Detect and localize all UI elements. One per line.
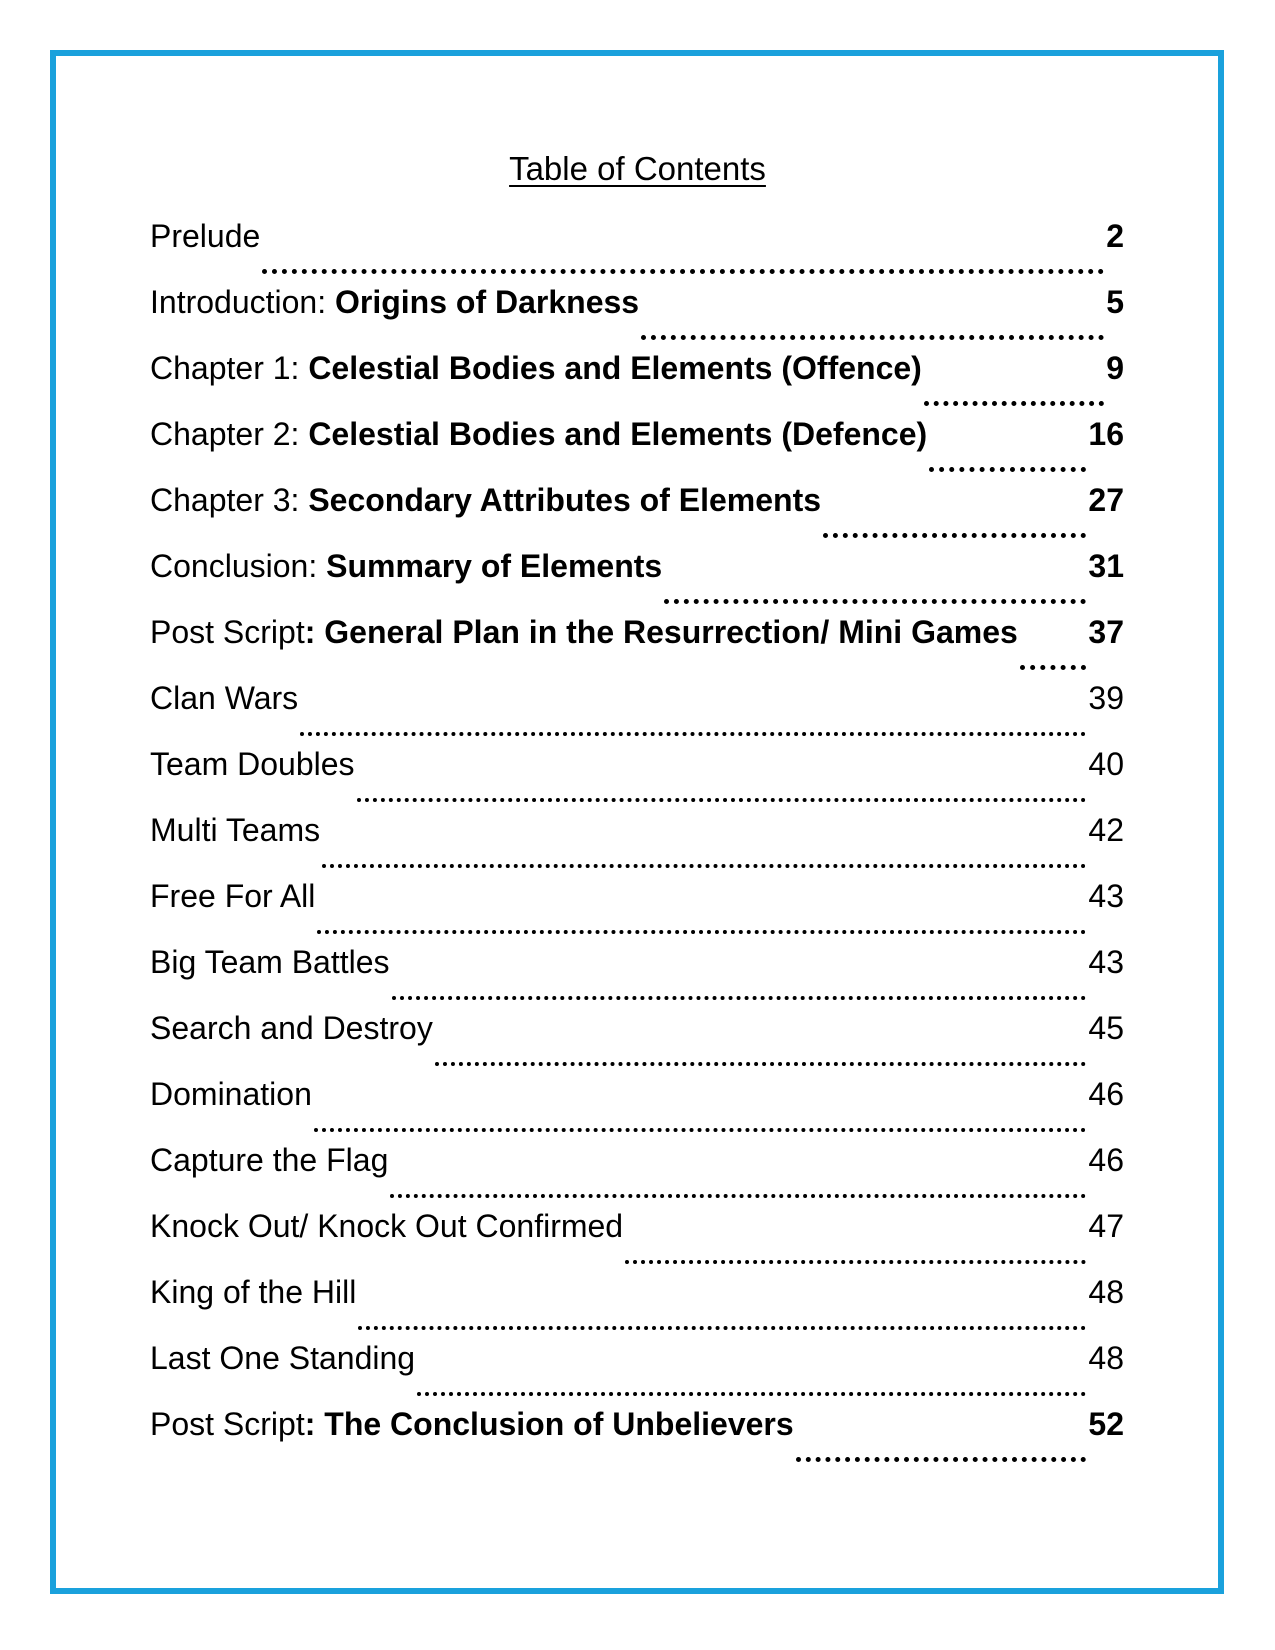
toc-entry-prefix: Post Script <box>150 1406 305 1442</box>
toc-entry[interactable] <box>150 1074 1124 1140</box>
toc-entry-page: 40 <box>1088 746 1124 782</box>
toc-entry-prefix: Clan Wars <box>150 680 299 716</box>
toc-entry-title: : The Conclusion of Unbelievers <box>304 1406 794 1442</box>
toc-entry[interactable] <box>150 1206 1124 1272</box>
toc-entry-page: 39 <box>1088 680 1124 716</box>
toc-entry[interactable] <box>150 1404 1124 1470</box>
toc-entry-title: : General Plan in the Resurrection/ Mini Games <box>304 614 1018 650</box>
toc-entry[interactable] <box>150 876 1124 942</box>
toc-entry-page: 2 <box>1106 218 1124 254</box>
toc-entry[interactable] <box>150 942 1124 1008</box>
dot-leader <box>796 1440 1087 1470</box>
toc-entry-label <box>150 216 260 256</box>
toc-title: Table of Contents <box>509 150 766 187</box>
toc-entry-label <box>150 744 355 784</box>
toc-entry-prefix: Big Team Battles <box>150 944 390 980</box>
toc-entry-page: 48 <box>1088 1340 1124 1376</box>
toc-entry[interactable] <box>150 1140 1124 1206</box>
toc-entry[interactable] <box>150 1338 1124 1404</box>
toc-entry-title: Summary of Elements <box>326 548 663 584</box>
toc-entry-prefix: Chapter 2: <box>150 416 309 452</box>
toc-entry-prefix: Post Script <box>150 614 305 650</box>
toc-entry[interactable] <box>150 810 1124 876</box>
toc-entry-label <box>150 810 320 850</box>
toc-entry-page: 31 <box>1088 548 1124 584</box>
toc-entry-title: Celestial Bodies and Elements (Offence) <box>308 350 922 386</box>
dot-leader <box>924 384 1104 414</box>
toc-entry-prefix: Search and Destroy <box>150 1010 433 1046</box>
dot-leader <box>664 582 1086 612</box>
toc-entry-prefix: Free For All <box>150 878 316 914</box>
toc-entry[interactable] <box>150 546 1124 612</box>
toc-list <box>150 216 1124 1470</box>
toc-entry-page: 45 <box>1088 1010 1124 1046</box>
dot-leader <box>358 1308 1086 1338</box>
toc-entry-page: 52 <box>1088 1406 1124 1442</box>
toc-entry-prefix: King of the Hill <box>150 1274 357 1310</box>
dot-leader <box>390 1176 1086 1206</box>
toc-entry-label <box>150 348 922 388</box>
toc-entry[interactable] <box>150 744 1124 810</box>
toc-entry-page: 9 <box>1106 350 1124 386</box>
toc-entry-label <box>150 612 1018 652</box>
dot-leader <box>300 714 1086 744</box>
dot-leader <box>625 1242 1086 1272</box>
toc-entry-title: Origins of Darkness <box>335 284 640 320</box>
toc-entry-label <box>150 1008 433 1048</box>
toc-entry-prefix: Introduction: <box>150 284 335 320</box>
toc-entry-label <box>150 480 821 520</box>
toc-entry-page: 42 <box>1088 812 1124 848</box>
toc-entry-page: 43 <box>1088 944 1124 980</box>
toc-entry-page: 16 <box>1088 416 1124 452</box>
toc-entry-page: 5 <box>1106 284 1124 320</box>
toc-entry-page: 46 <box>1088 1076 1124 1112</box>
toc-entry-label <box>150 1140 388 1180</box>
toc-entry-prefix: Conclusion: <box>150 548 327 584</box>
dot-leader <box>823 516 1086 546</box>
toc-entry-label <box>150 1206 623 1246</box>
toc-entry-page: 27 <box>1088 482 1124 518</box>
toc-entry-label <box>150 546 662 586</box>
dot-leader <box>435 1044 1087 1074</box>
toc-entry-prefix: Knock Out/ Knock Out Confirmed <box>150 1208 624 1244</box>
dot-leader <box>929 450 1086 480</box>
dot-leader <box>322 846 1086 876</box>
toc-entry-label <box>150 942 390 982</box>
toc-entry[interactable] <box>150 612 1124 678</box>
toc-entry-page: 47 <box>1088 1208 1124 1244</box>
toc-entry[interactable] <box>150 1272 1124 1338</box>
toc-entry-page: 48 <box>1088 1274 1124 1310</box>
toc-entry-label <box>150 1272 356 1312</box>
toc-entry[interactable] <box>150 282 1124 348</box>
toc-entry[interactable] <box>150 216 1124 282</box>
toc-entry-title: Celestial Bodies and Elements (Defence) <box>308 416 928 452</box>
toc-entry-label <box>150 414 927 454</box>
toc-entry-prefix: Team Doubles <box>150 746 355 782</box>
dot-leader <box>392 978 1087 1008</box>
toc-entry-prefix: Capture the Flag <box>150 1142 389 1178</box>
dot-leader <box>417 1374 1086 1404</box>
toc-entry-prefix: Multi Teams <box>150 812 321 848</box>
toc-entry-page: 37 <box>1088 614 1124 650</box>
toc-entry-prefix: Chapter 1: <box>150 350 309 386</box>
toc-entry-label <box>150 1338 415 1378</box>
toc-entry-label <box>150 678 298 718</box>
dot-leader <box>357 780 1087 810</box>
toc-entry[interactable] <box>150 480 1124 546</box>
dot-leader <box>262 252 1104 282</box>
toc-entry[interactable] <box>150 414 1124 480</box>
dot-leader <box>317 912 1086 942</box>
toc-entry-label <box>150 1074 312 1114</box>
toc-entry-label <box>150 1404 794 1444</box>
toc-entry-page: 46 <box>1088 1142 1124 1178</box>
toc-entry-label <box>150 876 315 916</box>
toc-entry[interactable] <box>150 1008 1124 1074</box>
toc-entry-prefix: Prelude <box>150 218 261 254</box>
dot-leader <box>641 318 1104 348</box>
toc-entry-label <box>150 282 639 322</box>
toc-entry-title: Secondary Attributes of Elements <box>308 482 822 518</box>
toc-entry[interactable] <box>150 678 1124 744</box>
toc-entry-page: 43 <box>1088 878 1124 914</box>
toc-entry-prefix: Domination <box>150 1076 312 1112</box>
dot-leader <box>314 1110 1087 1140</box>
toc-entry-prefix: Last One Standing <box>150 1340 416 1376</box>
toc-entry[interactable] <box>150 348 1124 414</box>
toc-entry-prefix: Chapter 3: <box>150 482 309 518</box>
dot-leader <box>1020 648 1087 678</box>
